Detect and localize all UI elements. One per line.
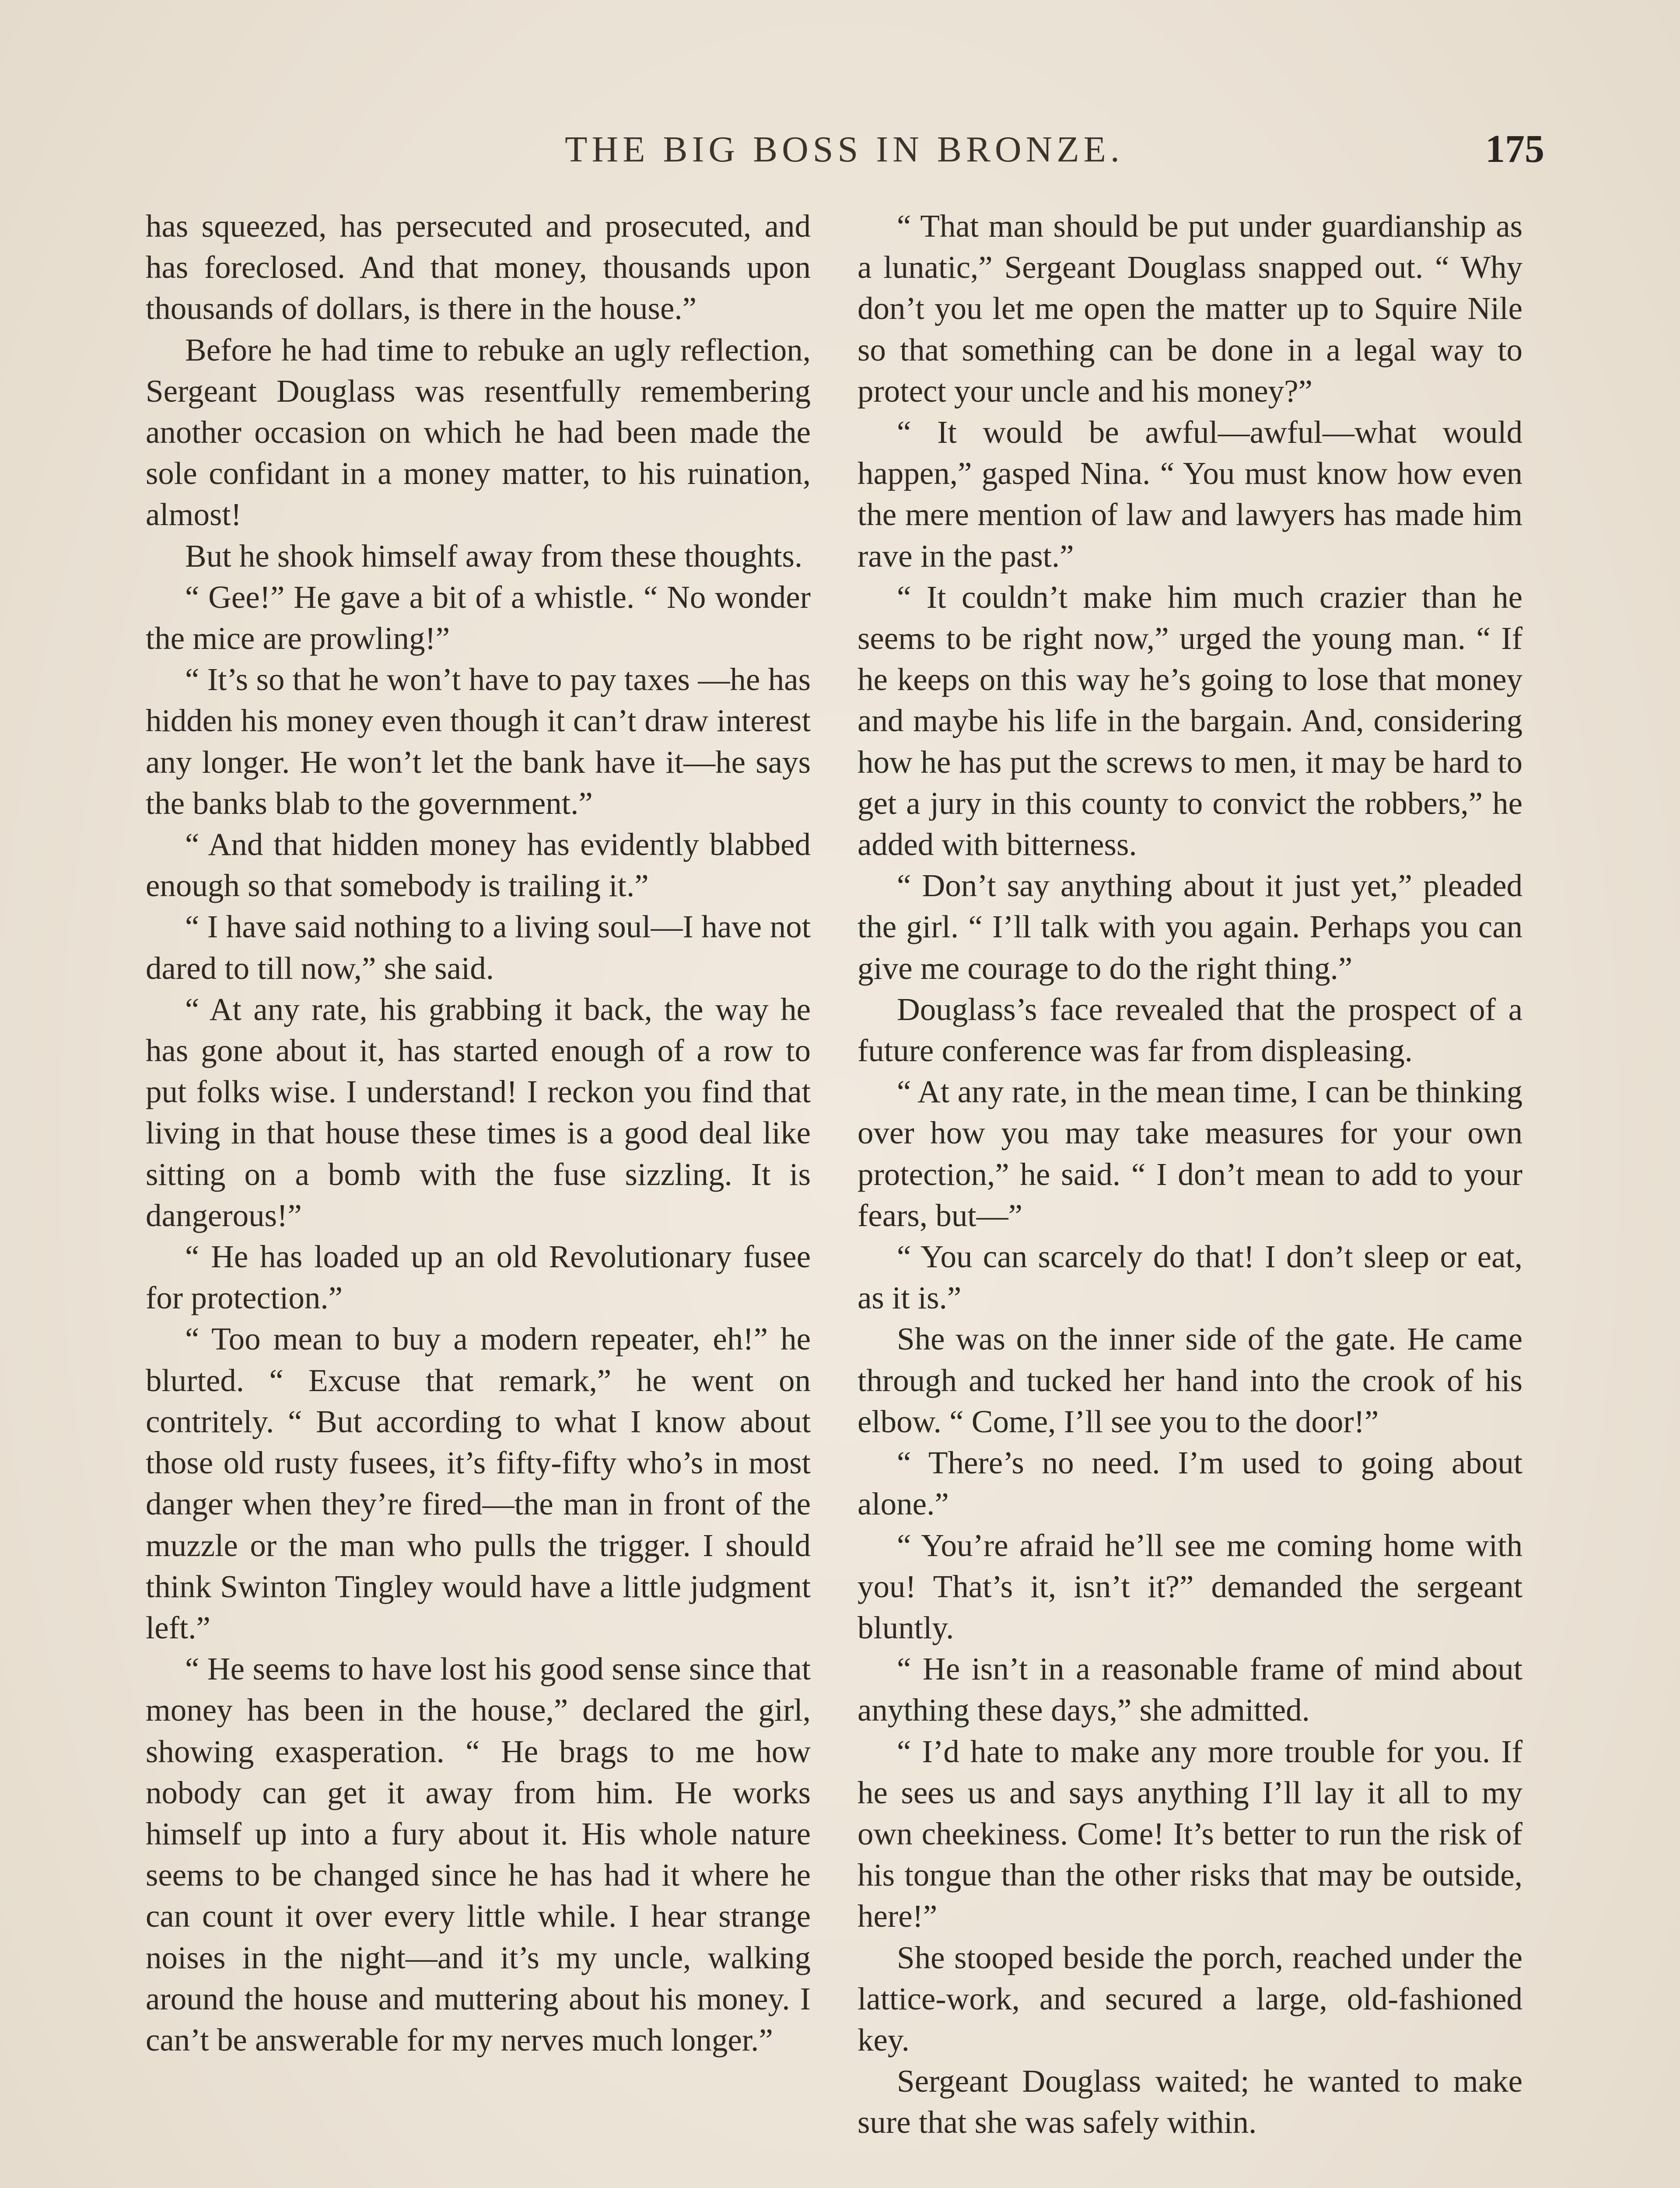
right-text-column <box>858 206 1522 2143</box>
paragraph: “ I’d hate to make any more trouble for you. If he sees us and says anything I’ll lay it all to my own cheekiness. Come! It’s better to run the risk of his tongue than the other risks that may be outside, here!” <box>858 1733 1522 1934</box>
paragraph: “ There’s no need. I’m used to going about alone.” <box>858 1445 1522 1522</box>
paragraph: “ It couldn’t make him much crazier than he seems to be right now,” urged the young man. “ If he keeps on this way he’s going to lose that money and maybe his life in the bargain. And, considering how he has put the screws to men, it may be hard to get a jury in this county to convict the robbers,” he added with bitterness. <box>858 579 1522 863</box>
paragraph: “ And that hidden money has evidently blabbed enough so that somebody is trailing it.” <box>146 827 811 904</box>
paragraph: “ It would be awful—awful—what would happen,” gasped Nina. “ You must know how even the mere mention of law and lawyers has made him rave in the past.” <box>858 414 1522 574</box>
paragraph: “ Too mean to buy a modern repeater, eh!” he blurted. “ Excuse that remark,” he went on contritely. “ But according to what I know about those old rusty fusees, it’s fifty-fifty who’s in most danger when they’re fired—the man in front of the muzzle or the man who pulls the trigger. I should think Swinton Tingley would have a little judgment left.” <box>146 1321 811 1645</box>
page-number: 175 <box>1485 127 1544 171</box>
paragraph: has squeezed, has persecuted and prosecuted, and has foreclosed. And that money, thousands upon thousands of dollars, is there in the house.” <box>146 208 811 326</box>
paragraph: Before he had time to rebuke an ugly reflection, Sergeant Douglass was resentfully remembering another occasion on which he had been made the sole confidant in a money matter, to his ruination, almost! <box>146 332 811 533</box>
paragraph: Douglass’s face revealed that the prospect of a future conference was far from displeasing. <box>858 991 1522 1069</box>
paragraph: “ It’s so that he won’t have to pay taxes —he has hidden his money even though it can’t draw interest any longer. He won’t let the bank have it—he says the banks blab to the government.” <box>146 662 811 821</box>
paragraph: “ At any rate, in the mean time, I can be thinking over how you may take measures for your own protection,” he said. “ I don’t mean to add to your fears, but—” <box>858 1074 1522 1233</box>
paragraph: “ He seems to have lost his good sense since that money has been in the house,” declared the girl, showing exasperation. “ He brags to me how nobody can get it away from him. He works himself up into a fury about it. His whole nature seems to be changed since he has had it where he can count it over every little while. I hear strange noises in the night—and it’s my uncle, walking around the house and muttering about his money. I can’t be answerable for my nerves much longer.” <box>146 1651 811 2058</box>
paragraph: Sergeant Douglass waited; he wanted to make sure that she was safely within. <box>858 2063 1522 2140</box>
paragraph: “ At any rate, his grabbing it back, the way he has gone about it, has started enough of a row to put folks wise. I understand! I reckon you find that living in that house these times is a good deal like sitting on a bomb with the fuse sizzling. It is dangerous!” <box>146 991 811 1233</box>
paragraph: “ He isn’t in a reasonable frame of mind about anything these days,” she admitted. <box>858 1651 1522 1728</box>
paragraph: “ You’re afraid he’ll see me coming home with you! That’s it, isn’t it?” demanded the sergeant bluntly. <box>858 1527 1522 1645</box>
paragraph: “ He has loaded up an old Revolutionary fusee for protection.” <box>146 1239 811 1316</box>
paragraph: “ That man should be put under guardianship as a lunatic,” Sergeant Douglass snapped out. “ Why don’t you let me open the matter up to Squire Nile so that something can be done in a legal way to protect your uncle and his money?” <box>858 208 1522 409</box>
paragraph: “ Don’t say anything about it just yet,” pleaded the girl. “ I’ll talk with you again. Perhaps you can give me courage to do the right thing.” <box>858 868 1522 986</box>
left-text-column <box>146 206 811 2061</box>
paragraph: “ I have said nothing to a living soul—I have not dared to till now,” she said. <box>146 909 811 986</box>
paragraph: “ Gee!” He gave a bit of a whistle. “ No wonder the mice are prowling!” <box>146 579 811 656</box>
paragraph: But he shook himself away from these thoughts. <box>185 538 803 574</box>
paragraph: “ You can scarcely do that! I don’t sleep or eat, as it is.” <box>858 1239 1522 1316</box>
running-head-title: THE BIG BOSS IN BRONZE. <box>565 129 1124 170</box>
paragraph: She was on the inner side of the gate. He came through and tucked her hand into the crook of his elbow. “ Come, I’ll see you to the door!” <box>858 1321 1522 1439</box>
paragraph: She stooped beside the porch, reached under the lattice-work, and secured a large, old-fashioned key. <box>858 1939 1522 2058</box>
